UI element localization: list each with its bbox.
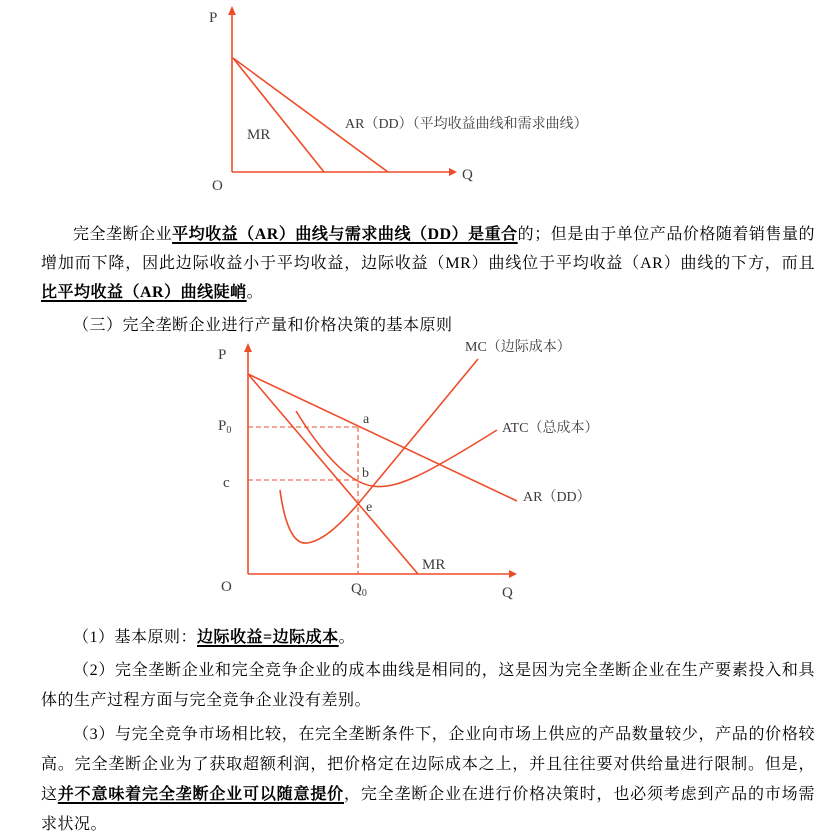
d1-ar-curve-label: AR（DD）（平均收益曲线和需求曲线） bbox=[345, 117, 588, 132]
d2-mr-curve-label: MR bbox=[422, 557, 446, 573]
item-3-price-decision bbox=[41, 720, 815, 834]
d2-atc-curve bbox=[296, 411, 497, 487]
p1-seg0: 完全垄断企业 bbox=[73, 226, 173, 243]
item3-seg2: ，完全垄断企业在进行价格决策时，也必须考虑到产品的市场需求状况。 bbox=[41, 786, 815, 833]
d2-mc-curve-label: MC（边际成本） bbox=[465, 340, 571, 355]
p1-seg4: 。 bbox=[246, 284, 264, 301]
d2-point-a-label: a bbox=[363, 412, 370, 427]
section-heading: （三）完全垄断企业进行产量和价格决策的基本原则 bbox=[73, 317, 453, 334]
d2-q-axis-arrow-icon bbox=[509, 570, 517, 578]
d2-ar-curve-label: AR（DD） bbox=[523, 490, 591, 505]
monopoly-ar-mr-diagram bbox=[205, 2, 645, 198]
d2-p0-sub: 0 bbox=[226, 425, 232, 436]
item1-seg1-emphasis: 边际收益=边际成本 bbox=[197, 629, 339, 646]
d2-q-axis-label: Q bbox=[502, 585, 513, 601]
p1-seg2: 的；但是由于单位产品价格随着销售量的增加而下降，因此边际收益小于平均收益，边际收益（MR）曲线位于平均收益（AR）曲线的下方，而且 bbox=[41, 226, 815, 272]
d1-p-axis-label: P bbox=[209, 10, 218, 26]
monopoly-decision-diagram bbox=[200, 335, 670, 605]
d2-p0-base: P bbox=[218, 418, 227, 434]
p1-seg3-emphasis: 比平均收益（AR）曲线陡峭 bbox=[41, 284, 247, 301]
d2-atc-curve-label: ATC（总成本） bbox=[502, 421, 599, 436]
d1-p-axis-arrow-icon bbox=[228, 6, 236, 15]
d2-ar-curve bbox=[248, 374, 517, 501]
d2-point-e-label: e bbox=[366, 500, 373, 515]
d2-c-label: c bbox=[223, 475, 230, 491]
d2-q0-base: Q bbox=[351, 581, 362, 597]
d1-mr-curve-label: MR bbox=[247, 127, 271, 143]
d2-point-b-label: b bbox=[362, 466, 369, 481]
d2-origin-label: O bbox=[221, 579, 232, 595]
d1-origin-label: O bbox=[212, 178, 223, 194]
paragraph-ar-dd-coincide bbox=[41, 220, 815, 307]
item-1-basic-principle bbox=[41, 623, 815, 653]
d1-q-axis-arrow-icon bbox=[449, 168, 457, 176]
item1-seg0: （1）基本原则： bbox=[73, 629, 198, 646]
d2-mr-curve bbox=[248, 374, 418, 574]
d2-mc-curve bbox=[280, 359, 478, 543]
d2-q0-sub: 0 bbox=[361, 588, 367, 599]
item3-seg0: （3）与完全竞争市场相比较，在完全垄断条件下，企业向市场上供应的产品数量较少，产品的价格较高。完全垄断企业为了获取超额利润，把价格定在边际成本之上，并且往往要对供给量进行限制。但是，这 bbox=[41, 726, 815, 803]
d2-q0-label bbox=[351, 581, 367, 599]
d2-p-axis-arrow-icon bbox=[244, 343, 252, 352]
d2-p-axis-label: P bbox=[218, 347, 227, 363]
item3-seg1-emphasis: 并不意味着完全垄断企业可以随意提价 bbox=[57, 786, 344, 803]
d2-p0-label bbox=[218, 418, 231, 436]
item1-seg2: 。 bbox=[338, 629, 356, 646]
item-2-cost-curves: （2）完全垄断企业和完全竞争企业的成本曲线是相同的，这是因为完全垄断企业在生产要素投入和具体的生产过程方面与完全竞争企业没有差别。 bbox=[41, 662, 815, 709]
d1-q-axis-label: Q bbox=[462, 167, 473, 183]
p1-seg1-emphasis: 平均收益（AR）曲线与需求曲线（DD）是重合 bbox=[172, 226, 518, 243]
